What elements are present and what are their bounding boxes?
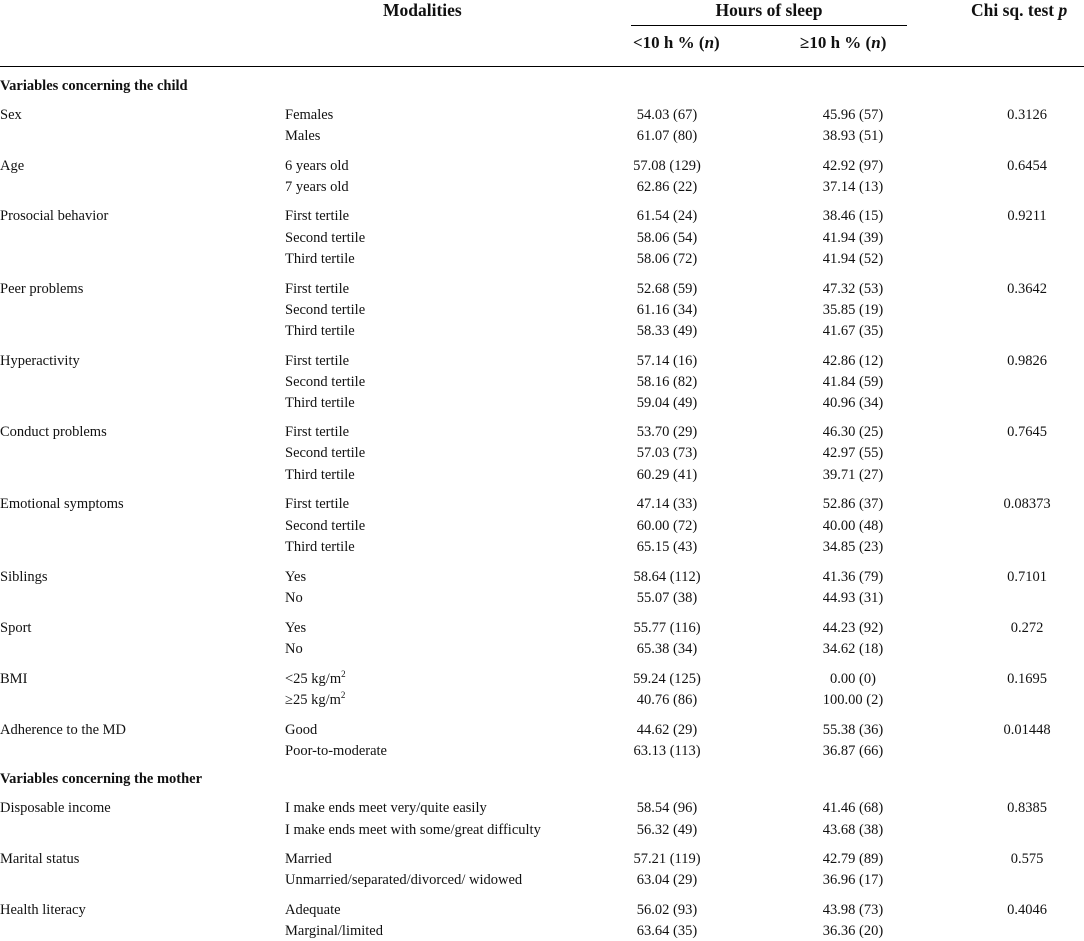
ge10-cell: 35.85 (19) (822, 302, 884, 318)
variable-cell: Sport (0, 620, 32, 636)
variable-cell: Sex (0, 107, 22, 123)
modality-cell: First tertile (285, 208, 350, 224)
p-value-cell: 0.3126 (1007, 107, 1047, 123)
modality-cell: I make ends meet very/quite easily (285, 800, 487, 816)
modality-cell: Males (285, 128, 321, 144)
modality-cell: First tertile (285, 496, 350, 512)
p-value-cell: 0.575 (1010, 851, 1044, 867)
ge10-cell: 34.62 (18) (822, 641, 884, 657)
lt10-cell: 58.06 (72) (636, 251, 698, 267)
lt10-cell: 63.64 (35) (636, 923, 698, 939)
p-value-cell: 0.8385 (1007, 800, 1047, 816)
modality-cell: Yes (285, 620, 307, 636)
lt10-cell: 63.13 (113) (633, 743, 701, 759)
variable-cell: Marital status (0, 851, 80, 867)
modality-cell: Married (285, 851, 332, 867)
variable-cell: BMI (0, 671, 28, 687)
ge10-cell: 43.68 (38) (822, 822, 884, 838)
ge10-cell: 43.98 (73) (822, 902, 884, 918)
p-value-cell: 0.01448 (1003, 722, 1051, 738)
variable-cell: Health literacy (0, 902, 86, 918)
lt10-cell: 65.15 (43) (636, 539, 698, 555)
modality-cell: Third tertile (285, 467, 355, 483)
modality-cell: Second tertile (285, 445, 366, 461)
ge10-cell: 40.96 (34) (822, 395, 884, 411)
modality-cell: Third tertile (285, 395, 355, 411)
lt10-cell: 60.00 (72) (636, 518, 698, 534)
header-lt10-prefix: <10 h % (633, 33, 695, 52)
header-modalities: Modalities (383, 0, 462, 20)
modality-cell: Females (285, 107, 334, 123)
modality-cell: Adequate (285, 902, 341, 918)
lt10-cell: 59.04 (49) (636, 395, 698, 411)
ge10-cell: 40.00 (48) (822, 518, 884, 534)
p-value-cell: 0.1695 (1007, 671, 1047, 687)
ge10-cell: 55.38 (36) (822, 722, 884, 738)
modality-cell: Unmarried/separated/divorced/ widowed (285, 872, 523, 888)
variable-cell: Prosocial behavior (0, 208, 109, 224)
modality-cell: <25 $kg/m^2$ (285, 669, 346, 687)
modality-cell: No (285, 641, 303, 657)
ge10-cell: 41.84 (59) (822, 374, 884, 390)
lt10-cell: 57.08 (129) (633, 158, 701, 174)
ge10-cell: 38.93 (51) (822, 128, 884, 144)
p-value-cell: 0.08373 (1003, 496, 1051, 512)
modality-cell: Third tertile (285, 251, 355, 267)
p-value-cell: 0.7645 (1007, 424, 1047, 440)
variable-cell: Peer problems (0, 281, 84, 297)
section-child: Variables concerning the child (0, 78, 188, 94)
lt10-cell: 63.04 (29) (636, 872, 698, 888)
lt10-cell: 52.68 (59) (636, 281, 698, 297)
lt10-cell: 62.86 (22) (636, 179, 698, 195)
lt10-cell: 53.70 (29) (636, 424, 698, 440)
lt10-cell: 55.77 (116) (633, 620, 701, 636)
chi-sq-p: p (1058, 0, 1068, 20)
p-value-cell: 0.3642 (1007, 281, 1047, 297)
modality-cell: Second tertile (285, 302, 366, 318)
hours-of-sleep-rule (631, 25, 907, 26)
variable-cell: Disposable income (0, 800, 111, 816)
variable-cell: Hyperactivity (0, 353, 80, 369)
header-ge10-n-close: ) (880, 33, 887, 52)
p-value-cell: 0.7101 (1007, 569, 1047, 585)
ge10-cell: 36.36 (20) (822, 923, 884, 939)
lt10-cell: 59.24 (125) (633, 671, 701, 687)
header-lt10-n-close: ) (714, 33, 720, 52)
variable-cell: Siblings (0, 569, 48, 585)
header-chi-sq-test (971, 0, 1067, 21)
modality-cell: Poor-to-moderate (285, 743, 387, 759)
modality-cell: First tertile (285, 353, 350, 369)
modality-cell: Second tertile (285, 374, 366, 390)
header-ge10-n: n (871, 33, 881, 52)
header-hours-of-sleep: Hours of sleep (715, 0, 823, 20)
ge10-cell: 0.00 (0) (830, 671, 876, 687)
p-value-cell: 0.9211 (1007, 208, 1047, 224)
ge10-cell: 42.86 (12) (822, 353, 884, 369)
unit-superscript: 2 (341, 669, 346, 680)
ge10-cell: 42.92 (97) (822, 158, 884, 174)
ge10-cell: 41.94 (52) (822, 251, 884, 267)
lt10-cell: 58.54 (96) (636, 800, 698, 816)
lt10-cell: 58.06 (54) (636, 230, 698, 246)
p-value-cell: 0.9826 (1007, 353, 1047, 369)
modality-cell: First tertile (285, 424, 350, 440)
ge10-cell: 37.14 (13) (822, 179, 884, 195)
lt10-cell: 57.21 (119) (633, 851, 701, 867)
ge10-cell: 39.71 (27) (822, 467, 884, 483)
modality-cell: Second tertile (285, 230, 366, 246)
p-value-cell: 0.6454 (1007, 158, 1047, 174)
lt10-cell: 56.32 (49) (636, 822, 698, 838)
unit-superscript: 2 (340, 690, 346, 701)
lt10-cell: 54.03 (67) (636, 107, 698, 123)
ge10-cell: 44.23 (92) (822, 620, 884, 636)
modality-cell: Third tertile (285, 539, 355, 555)
header-lt10-n-open: ( (698, 33, 705, 52)
modality-cell: 6 years old (285, 158, 349, 174)
lt10-cell: 60.29 (41) (636, 467, 698, 483)
lt10-cell: 57.03 (73) (636, 445, 698, 461)
chi-sq-label: Chi sq. test (971, 0, 1055, 20)
ge10-cell: 41.36 (79) (822, 569, 884, 585)
modality-cell: Third tertile (285, 323, 355, 339)
lt10-cell: 44.62 (29) (636, 722, 698, 738)
ge10-cell: 42.79 (89) (822, 851, 884, 867)
ge10-cell: 44.93 (31) (822, 590, 884, 606)
lt10-cell: 56.02 (93) (636, 902, 698, 918)
lt10-cell: 61.07 (80) (636, 128, 698, 144)
modality-cell: Marginal/limited (285, 923, 383, 939)
header-ge10-prefix: ≥10 h % (800, 33, 862, 52)
ge10-cell: 45.96 (57) (822, 107, 884, 123)
section-mother: Variables concerning the mother (0, 771, 203, 787)
header-ge10-n-open: ( (865, 33, 872, 52)
ge10-cell: 41.46 (68) (822, 800, 884, 816)
ge10-cell: 52.86 (37) (822, 496, 884, 512)
ge10-cell: 38.46 (15) (822, 208, 884, 224)
variable-cell: Conduct problems (0, 424, 107, 440)
p-value-cell: 0.272 (1010, 620, 1044, 636)
header-ge10 (800, 33, 886, 53)
lt10-cell: 65.38 (34) (636, 641, 698, 657)
header-lt10 (633, 33, 720, 53)
modality-cell: Second tertile (285, 518, 366, 534)
ge10-cell: 46.30 (25) (822, 424, 884, 440)
header-bottom-rule (0, 66, 1084, 67)
modality-cell: Yes (285, 569, 307, 585)
ge10-cell: 41.67 (35) (822, 323, 884, 339)
header-lt10-n: n (704, 33, 715, 52)
lt10-cell: 47.14 (33) (636, 496, 698, 512)
variable-cell: Adherence to the MD (0, 722, 127, 738)
ge10-cell: 34.85 (23) (822, 539, 884, 555)
modality-cell: First tertile (285, 281, 350, 297)
variable-cell: Emotional symptoms (0, 496, 124, 512)
modality-cell: No (285, 590, 303, 606)
lt10-cell: 61.16 (34) (636, 302, 698, 318)
lt10-cell: 58.33 (49) (636, 323, 698, 339)
ge10-cell: 36.96 (17) (822, 872, 884, 888)
ge10-cell: 47.32 (53) (822, 281, 884, 297)
modality-cell: I make ends meet with some/great difficulty (285, 822, 541, 838)
p-value-cell: 0.4046 (1007, 902, 1047, 918)
modality-cell: ≥25 $kg/m^2$ (285, 690, 346, 708)
ge10-cell: 41.94 (39) (822, 230, 884, 246)
variable-cell: Age (0, 158, 25, 174)
lt10-cell: 40.76 (86) (636, 692, 698, 708)
lt10-cell: 61.54 (24) (636, 208, 698, 224)
modality-cell: 7 years old (285, 179, 349, 195)
lt10-cell: 57.14 (16) (636, 353, 698, 369)
ge10-cell: 100.00 (2) (822, 692, 884, 708)
lt10-cell: 58.16 (82) (636, 374, 698, 390)
modality-cell: Good (285, 722, 318, 738)
ge10-cell: 36.87 (66) (822, 743, 884, 759)
ge10-cell: 42.97 (55) (822, 445, 884, 461)
lt10-cell: 58.64 (112) (633, 569, 701, 585)
lt10-cell: 55.07 (38) (636, 590, 698, 606)
